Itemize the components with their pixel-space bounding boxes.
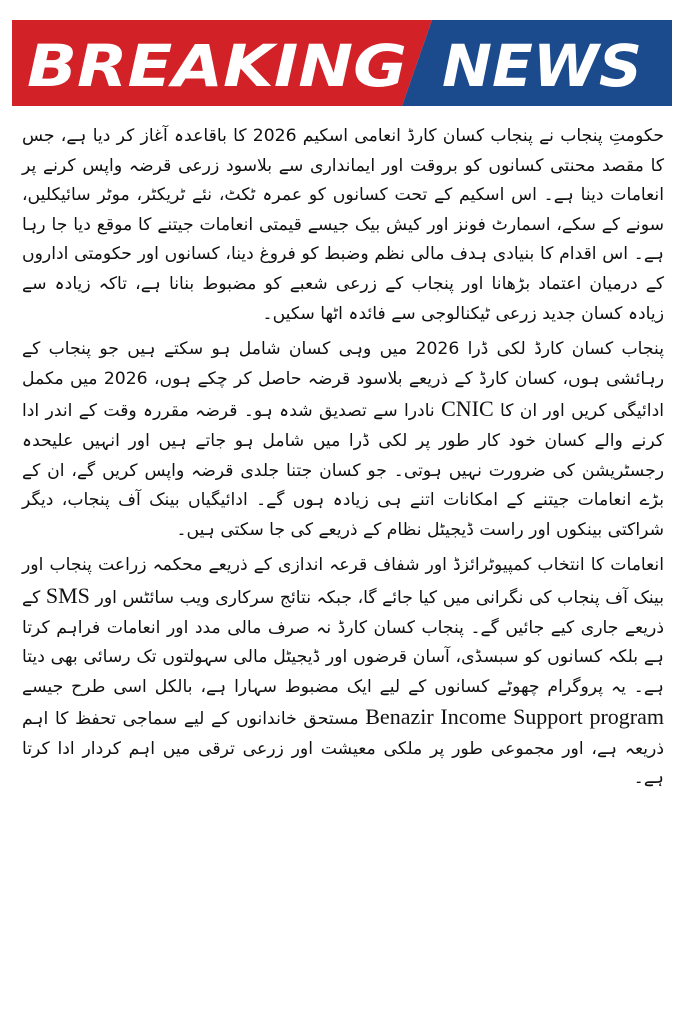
paragraph-text: مستحق خاندانوں کے لیے سماجی تحفظ کا اہم ذریعہ ہے، اور مجموعی طور پر ملکی معیشت اور زرعی ترقی میں اہم کردار ادا کرتا ہے۔	[22, 709, 664, 789]
article-paragraph-3	[22, 551, 664, 794]
breaking-news-banner	[12, 20, 672, 106]
bisp-term: Benazir Income Support program	[365, 704, 665, 730]
paragraph-text: پنجاب کسان کارڈ لکی ڈرا 2026 میں وہی کسان شامل ہو سکتے ہیں جو پنجاب کے رہائشی ہوں، کسان کارڈ کے ذریعے بلاسود قرضہ حاصل کر چکے ہوں، 2026 میں مکمل ادائیگی کریں اور ان کا	[22, 339, 664, 422]
paragraph-text: حکومتِ پنجاب نے پنجاب کسان کارڈ انعامی اسکیم 2026 کا باقاعدہ آغاز کر دیا ہے، جس کا مقصد محنتی کسانوں کو بروقت اور ایمانداری سے بلاسود زرعی قرضہ واپس کرنے پر انعامات دینا ہے۔ اس اسکیم کے تحت کسانوں کو عمرہ ٹکٹ، نئے ٹریکٹر، موٹر سائیکلیں، سونے کے سکے، اسمارٹ فونز اور کیش بیک جیسے قیمتی انعامات جیتنے کا موقع دیا جا رہا ہے۔ اس اقدام کا بنیادی ہدف مالی نظم وضبط کو فروغ دینا، کسانوں اور حکومتی اداروں کے درمیان اعتماد بڑھانا اور پنجاب کے زرعی شعبے کو مضبوط بنانا ہے، تاکہ زیادہ سے زیادہ کسان جدید زرعی ٹیکنالوجی سے فائدہ اٹھا سکیں۔	[22, 126, 664, 324]
article-paragraph-2	[22, 335, 664, 545]
breaking-news-graphic	[12, 20, 672, 106]
paragraph-text: نادرا سے تصدیق شدہ ہو۔ قرضہ مقررہ وقت کے اندر ادا کرنے والے کسان خود کار طور پر لکی ڈرا میں شامل ہو جاتے ہیں اور انہیں علیحدہ رجسٹریشن کی ضرورت نہیں ہوتی۔ جو کسان جتنا جلدی قرضہ واپس کریں گے، ان کے بڑے انعامات جیتنے کے امکانات اتنے ہی زیادہ ہوں گے۔ ادائیگیاں بینک آف پنجاب، دیگر شراکتی بینکوں اور راست ڈیجیٹل نظام کے ذریعے کی جا سکتی ہیں۔	[22, 401, 664, 540]
article-paragraph-1	[22, 122, 664, 329]
cnic-term: CNIC	[441, 396, 494, 422]
paragraph-text: انعامات کا انتخاب کمپیوٹرائزڈ اور شفاف قرعہ اندازی کے ذریعے محکمہ زراعت پنجاب اور بینک آف پنجاب کی نگرانی میں کیا جائے گا، جبکہ نتائج سرکاری ویب سائٹس اور	[22, 555, 665, 608]
banner-word-news: NEWS	[442, 32, 642, 100]
banner-word-breaking: BREAKING	[27, 32, 407, 100]
paragraph-text: کے ذریعے جاری کیے جائیں گے۔ پنجاب کسان کارڈ نہ صرف مالی مدد اور انعامات فراہم کرتا ہے بلکہ کسانوں کو سبسڈی، آسان قرضوں اور ڈیجیٹل مالی سہولتوں تک رسائی بھی دیتا ہے۔ یہ پروگرام چھوٹے کسانوں کے لیے ایک مضبوط سہارا ہے، بالکل اسی طرح جیسے	[22, 587, 664, 697]
sms-term: SMS	[45, 582, 90, 608]
article-body	[22, 122, 664, 794]
